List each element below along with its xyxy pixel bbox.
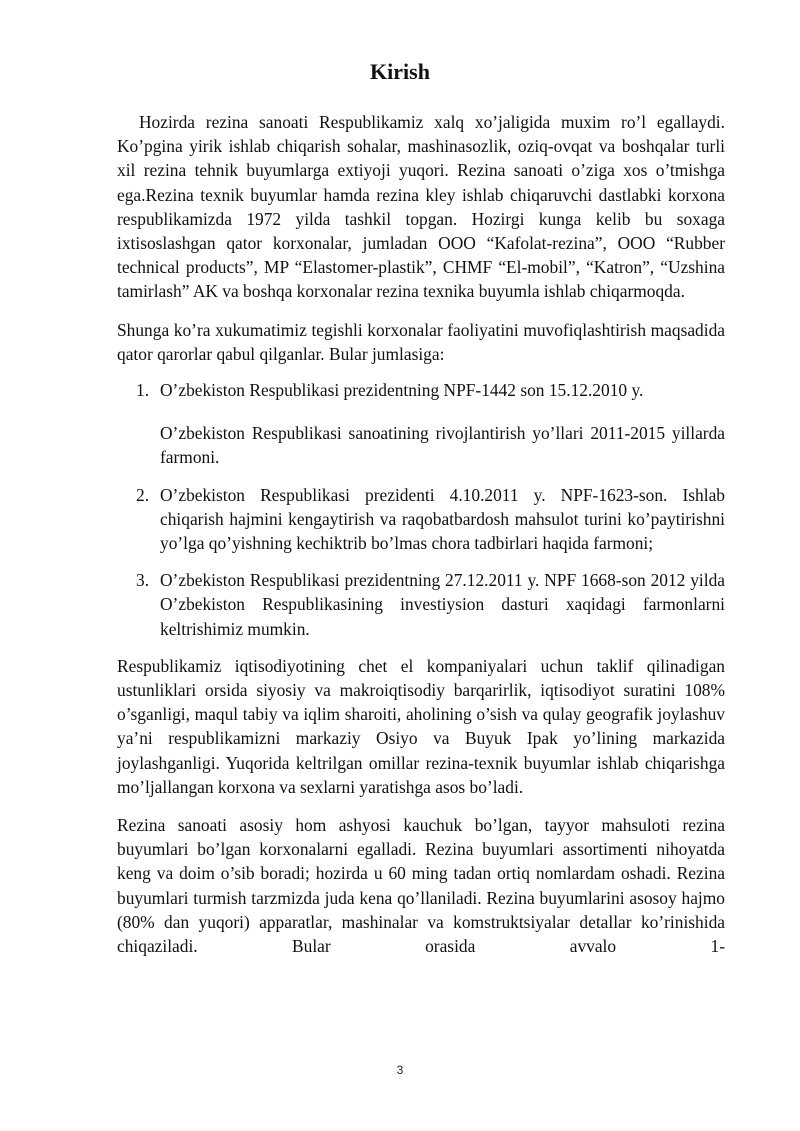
page-number: 3 <box>396 1063 404 1077</box>
decrees-intro-paragraph: Shunga ko’ra xukumatimiz tegishli korxonalar faoliyatini muvofiqlashtirish maqsadida qator qarorlar qabul qilganlar. Bular jumlasiga: <box>117 319 725 364</box>
rubber-industry-paragraph: Rezina sanoati asosiy hom ashyosi kauchuk bo’lgan, tayyor mahsuloti rezina buyumlari bo’lgan korxonalarni egalladi. Rezina buyumlari assortimenti nihoyatda keng va doim o’sib boradi; hozirda u 60 ming tadan ortiq nomlardam oshadi. Rezina buyumlari turmish tarzmizda juda kena qo’llaniladi. Rezina buyumlarini asosoy hajmo (80% dan yuqori) apparatlar, mashinalar va komstruktsiyalar detallar ko’rinishida chiqaziladi. Bular orasida avvalo 1- <box>117 815 725 957</box>
list-item <box>117 483 725 556</box>
body-text <box>117 110 725 958</box>
list-item-number: 1. <box>136 380 150 401</box>
list-item-text: O’zbekiston Respublikasi prezidenti 4.10.2011 y. NPF-1623-son. Ishlab chiqarish hajmini kengaytirish va raqobatbardosh mahsulot turini ko’paytirishni yo’lga qo’yishning kechiktrib bo’lmas chora tadbirlari haqida farmoni; <box>160 484 725 554</box>
list-item-text: O’zbekiston Respublikasi prezidentning NPF-1442 son 15.12.2010 y. <box>160 380 644 401</box>
list-item <box>117 378 725 470</box>
decrees-list <box>117 378 725 641</box>
list-item-subtext: O’zbekiston Respublikasi sanoatining rivojlantirish yo’llari 2011-2015 yillarda farmoni. <box>160 423 725 468</box>
page-title: Kirish <box>370 59 430 84</box>
list-item-number: 3. <box>136 570 150 591</box>
advantages-paragraph: Respublikamiz iqtisodiyotining chet el kompaniyalari uchun taklif qilinadigan ustunliklari orsida siyosiy va makroiqtisodiy barqarirlik, iqtisodiyot suratini 108% o’sganligi, maqul tabiy va iqlim sharoiti, aholining o’sish va qulay geografik joylashuv ya’ni respublikamizni markaziy Osiyo va Buyuk Ipak yo’lining markazida joylashganligi. Yuqorida keltrilgan omillar rezina-texnik buyumlar ishlab chiqarishga mo’ljallangan korxona va sexlarni yaratishga asos bo’ladi. <box>117 655 725 797</box>
intro-paragraph: Hozirda rezina sanoati Respublikamiz xalq xo’jaligida muxim ro’l egallaydi. Ko’pgina yirik ishlab chiqarish sohalar, mashinasozlik, oziq-ovqat va boshqalar turli xil rezina tehnik buyumlarga extiyoji yuqori. Rezina sanoati o’ziga xos o’tmishga ega.Rezina texnik buyumlar hamda rezina kley ishlab chiqaruvchi dastlabki korxona respublikamizda 1972 yilda tashkil topgan. Hozirgi kunga kelib bu soxaga ixtisoslashgan qator korxonalar, jumladan OOO “Kafolat-rezina”, OOO “Rubber technical products”, MP “Elastomer-plastik”, CHMF “El-mobil”, “Katron”, “Uzshina tamirlash” AK va boshqa korxonalar rezina texnika buyumla ishlab chiqarmoqda. <box>117 112 725 302</box>
list-item <box>117 568 725 641</box>
list-item-text: O’zbekiston Respublikasi prezidentning 27.12.2011 y. NPF 1668-son 2012 yilda O’zbekiston Respublikasining investiysion dasturi xaqidagi farmonlarni keltrishimiz mumkin. <box>160 570 725 639</box>
list-item-number: 2. <box>136 484 150 505</box>
